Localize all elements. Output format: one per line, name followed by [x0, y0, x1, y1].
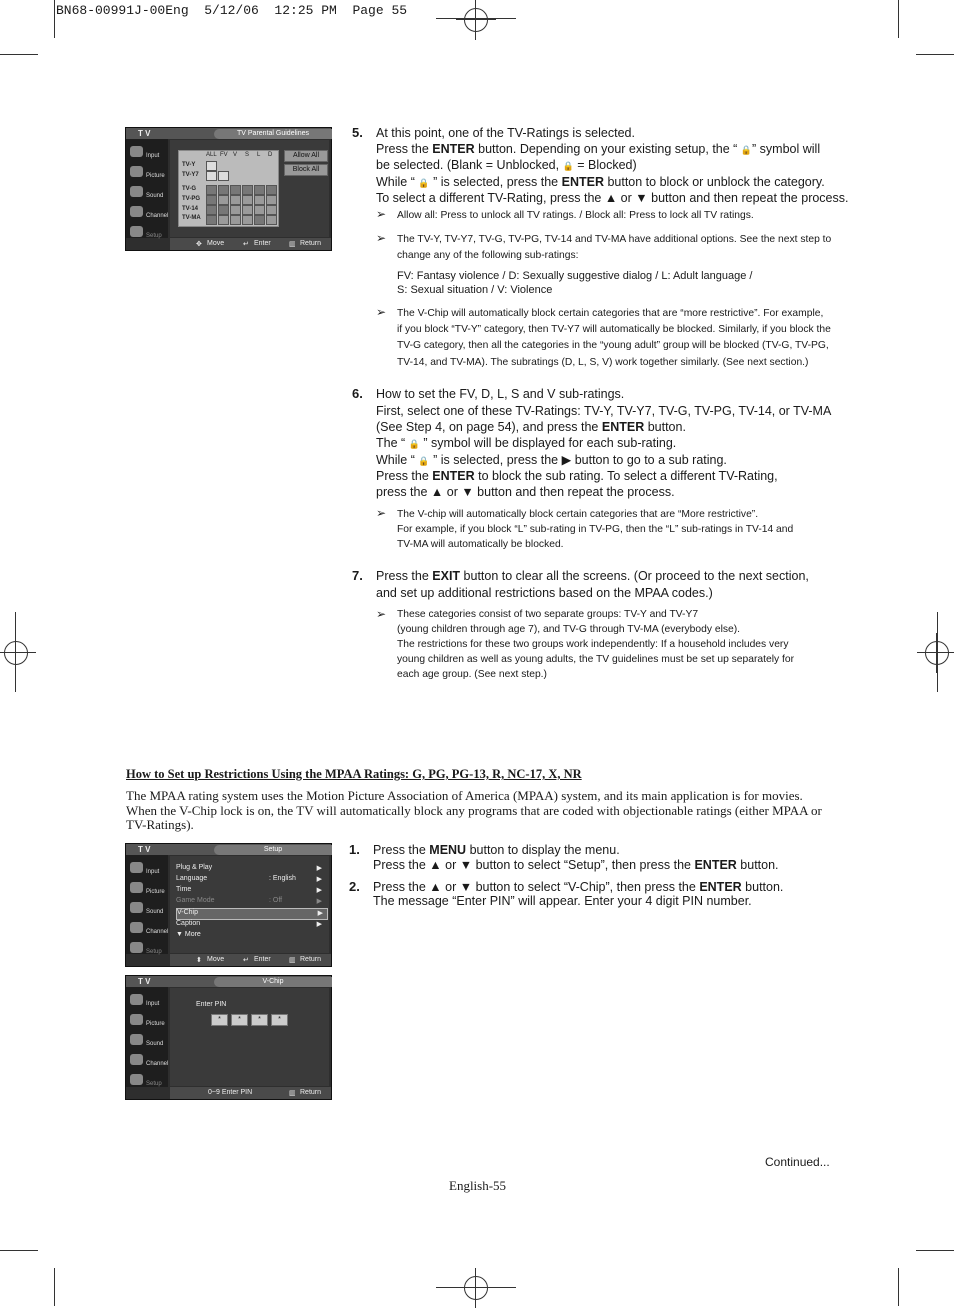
screen-footer [170, 954, 331, 966]
sidebar-item-channel[interactable]: Channel [128, 205, 168, 223]
step-5-note: The V-Chip will automatically block certain categories that are “more restrictive”. For example, [397, 308, 824, 319]
step-7-note: These categories consist of two separate groups: TV-Y and TV-Y7 [397, 609, 699, 620]
step-5-note: TV-G category, then all the categories in the “young adult” group will be blocked (TV-G, TV-PG, [397, 340, 829, 351]
rating-grid[interactable] [178, 150, 279, 227]
rating-cell[interactable] [254, 205, 265, 215]
rating-cell[interactable] [218, 195, 229, 205]
tv-label: T V [138, 129, 151, 138]
menu-item-plug-and-play[interactable]: Plug & Play ▶ [176, 864, 322, 872]
picture-icon [130, 166, 143, 177]
crop-mark [54, 0, 55, 38]
tv-setup-screen [125, 843, 332, 967]
step-5-line: While “ 🔒 ” is selected, press the ENTER button to block or unblock the category. [376, 175, 825, 189]
step-5-number: 5. [352, 125, 363, 140]
section-title: How to Set up Restrictions Using the MPAA Ratings: G, PG, PG-13, R, NC-17, X, NR [126, 767, 582, 781]
page-number: English-55 [449, 1178, 507, 1193]
sidebar-item-picture[interactable]: Picture [128, 881, 168, 899]
step-5-note: if you block “TV-Y” category, then TV-Y7 will automatically be blocked. Similarly, if you block the [397, 324, 831, 335]
registration-mark [0, 633, 36, 673]
block-all-button[interactable]: Block All [284, 164, 328, 176]
rating-cell[interactable] [206, 215, 217, 225]
row-label-tv-y7: TV-Y7 [182, 172, 199, 178]
step-6-line: The “ 🔒 ” symbol will be displayed for each sub-rating. [376, 436, 677, 450]
footer-move: Move [207, 956, 225, 963]
note-arrow-icon: ➢ [376, 506, 387, 520]
rating-cell[interactable] [266, 185, 277, 195]
crop-mark [0, 1250, 38, 1251]
sidebar-item-picture[interactable]: Picture [128, 1013, 168, 1031]
step-5-note: Allow all: Press to unlock all TV ratings. / Block all: Press to lock all TV ratings. [397, 210, 754, 221]
chevron-down-icon: ▼ [176, 931, 185, 938]
grid-header-v: V [233, 152, 238, 158]
registration-mark [456, 1268, 496, 1308]
sidebar-item-input[interactable]: Input [128, 145, 168, 163]
input-icon [130, 862, 143, 873]
rating-cell[interactable] [218, 215, 229, 225]
setup-icon [130, 1074, 143, 1085]
grid-header-all: ALL [206, 152, 217, 158]
mpaa-step-2-number: 2. [349, 879, 360, 894]
menu-item-v-chip[interactable]: V-Chip ▶ [176, 908, 328, 920]
step-6-line: First, select one of these TV-Ratings: TV-Y, TV-Y7, TV-G, TV-PG, TV-14, or TV-MA [376, 404, 832, 418]
input-icon [130, 994, 143, 1005]
crop-mark [898, 1268, 899, 1306]
mpaa-step-2-line: Press the ▲ or ▼ button to select “V-Chip”, then press the ENTER button. [373, 880, 784, 894]
down-arrow-icon: ▼ [461, 485, 474, 499]
sound-icon [130, 186, 143, 197]
rating-cell[interactable] [218, 171, 229, 181]
down-arrow-icon: ▼ [635, 191, 648, 205]
step-5-line: be selected. (Blank = Unblocked, 🔒 = Blocked) [376, 158, 637, 172]
continued-label: Continued... [765, 1155, 830, 1169]
screen-footer [170, 238, 331, 250]
enter-pin-label: Enter PIN [196, 1001, 227, 1008]
setup-icon [130, 942, 143, 953]
sidebar-item-setup[interactable]: Setup [128, 1073, 168, 1091]
step-5-note: change any of the following sub-ratings: [397, 250, 579, 261]
menu-item-time[interactable]: Time ▶ [176, 886, 322, 894]
step-6-line: press the ▲ or ▼ button and then repeat the process. [376, 485, 675, 499]
channel-icon [130, 922, 143, 933]
down-arrow-icon: ▼ [459, 858, 473, 872]
rating-cell[interactable] [266, 205, 277, 215]
channel-icon [130, 206, 143, 217]
footer-enter: Enter [254, 956, 271, 963]
crop-mark [54, 1268, 55, 1306]
rating-cell[interactable] [242, 205, 253, 215]
footer-return: Return [300, 240, 322, 247]
lock-icon: 🔒 [562, 161, 574, 171]
rating-cell[interactable] [230, 215, 241, 225]
row-label-tv-pg: TV-PG [182, 196, 201, 202]
menu-item-game-mode: Game Mode : Off ▶ [176, 897, 322, 905]
step-5-note: TV-14, and TV-MA). The subratings (D, L, S, V) work together similarly. (See next section.) [397, 357, 809, 368]
right-arrow-icon: ▶ [316, 887, 322, 894]
note-arrow-icon: ➢ [376, 607, 387, 621]
footer-enter-pin: 0~9 Enter PIN [208, 1089, 253, 1096]
sidebar-item-sound[interactable]: Sound [128, 185, 168, 203]
sidebar-item-input[interactable]: Input [128, 993, 168, 1011]
step-5-note: The TV-Y, TV-Y7, TV-G, TV-PG, TV-14 and TV-MA have additional options. See the next step to [397, 234, 832, 245]
down-arrow-icon: ▼ [459, 880, 473, 894]
row-label-tv-g: TV-G [182, 186, 197, 192]
registration-mark [917, 633, 954, 673]
menu-item-more[interactable]: ▼ More [176, 931, 201, 938]
right-arrow-icon: ▶ [316, 921, 322, 928]
screen-title: TV Parental Guidelines [214, 129, 332, 139]
move-icon: ✥ [196, 241, 202, 248]
rating-cell[interactable] [230, 205, 241, 215]
return-icon: ▥ [289, 957, 296, 964]
screen-main [170, 988, 329, 1086]
section-intro: The MPAA rating system uses the Motion Picture Association of America (MPAA) system, and its main application is for movies. When the V-Chip lock is on, the TV will automatically block any programs that are coded with objectionable ratings (either MPAA or TV-Ratings). [126, 788, 822, 833]
enter-icon: ↵ [243, 957, 249, 964]
footer-return: Return [300, 1089, 322, 1096]
pin-digit-2[interactable]: * [231, 1014, 248, 1026]
step-6-line: While “ 🔒 ” is selected, press the ▶ button to go to a sub rating. [376, 453, 727, 467]
step-6-line: Press the ENTER to block the sub rating. To select a different TV-Rating, [376, 469, 778, 483]
sidebar [126, 987, 168, 1087]
up-arrow-icon: ▲ [429, 880, 442, 894]
row-label-tv-y: TV-Y [182, 162, 196, 168]
step-6-number: 6. [352, 386, 363, 401]
sidebar-item-setup[interactable]: Setup [128, 941, 168, 959]
setup-icon [130, 226, 143, 237]
mpaa-step-2-line: The message “Enter PIN” will appear. Enter your 4 digit PIN number. [373, 894, 752, 908]
lock-icon: 🔒 [418, 456, 430, 466]
registration-mark [456, 0, 496, 40]
rating-cell[interactable] [254, 215, 265, 225]
sidebar-item-picture[interactable]: Picture [128, 165, 168, 183]
right-arrow-icon: ▶ [316, 865, 322, 872]
up-arrow-icon: ▲ [604, 191, 618, 205]
mpaa-step-1-line: Press the ▲ or ▼ button to select “Setup”, then press the ENTER button. [373, 858, 779, 872]
sidebar-item-channel[interactable]: Channel [128, 1053, 168, 1071]
rating-cell[interactable] [266, 195, 277, 205]
rating-cell[interactable] [242, 185, 253, 195]
tv-label: T V [138, 845, 151, 854]
footer-enter: Enter [254, 240, 271, 247]
step-6-note: For example, if you block “L” sub-rating in TV-PG, then the “L” sub-ratings in TV-14 and [397, 524, 794, 535]
rating-cell[interactable] [230, 195, 241, 205]
step-5-line: Press the ENTER button. Depending on your existing setup, the “ 🔒” symbol will [376, 142, 821, 156]
pin-digit-3[interactable]: * [251, 1014, 268, 1026]
right-arrow-icon: ▶ [316, 898, 322, 905]
step-7-note: young children as well as young adults, the TV guidelines must be set up separately for [397, 654, 795, 665]
right-arrow-icon: ▶ [317, 910, 323, 917]
rating-cell[interactable] [242, 215, 253, 225]
rating-cell[interactable] [266, 215, 277, 225]
sidebar-item-channel[interactable]: Channel [128, 921, 168, 939]
right-arrow-icon: ▶ [561, 453, 572, 467]
note-arrow-icon: ➢ [376, 207, 387, 221]
up-arrow-icon: ▲ [429, 858, 442, 872]
sound-icon [130, 902, 143, 913]
pin-digit-1[interactable]: * [211, 1014, 228, 1026]
step-5-note: S: Sexual situation / V: Violence [397, 284, 553, 296]
sidebar-item-setup[interactable]: Setup [128, 225, 168, 243]
grid-header-s: S [245, 152, 250, 158]
mpaa-step-1-line: Press the MENU button to display the menu. [373, 843, 620, 857]
note-arrow-icon: ➢ [376, 231, 387, 245]
sidebar-item-sound[interactable]: Sound [128, 901, 168, 919]
rating-cell[interactable] [206, 185, 217, 195]
step-5-line: At this point, one of the TV-Ratings is selected. [376, 126, 635, 140]
pin-digit-4[interactable]: * [271, 1014, 288, 1026]
step-6-note: TV-MA will automatically be blocked. [397, 539, 564, 550]
rating-cell[interactable] [254, 185, 265, 195]
step-6-line: How to set the FV, D, L, S and V sub-ratings. [376, 387, 625, 401]
step-7-note: The restrictions for these two groups work independently: If a household includes very [397, 639, 789, 650]
move-icon: ⬍ [196, 957, 202, 964]
step-6-note: The V-chip will automatically block certain categories that are “More restrictive”. [397, 509, 759, 520]
crop-mark [0, 54, 38, 55]
print-header: BN68-00991J-00Eng 5/12/06 12:25 PM Page 55 [56, 3, 408, 18]
allow-all-button[interactable]: Allow All [284, 150, 328, 162]
return-icon: ▥ [289, 241, 296, 248]
sound-icon [130, 1034, 143, 1045]
menu-item-language[interactable]: Language : English ▶ [176, 875, 322, 883]
crop-mark [898, 0, 899, 38]
rating-cell[interactable] [206, 205, 217, 215]
sidebar-item-input[interactable]: Input [128, 861, 168, 879]
right-arrow-icon: ▶ [316, 876, 322, 883]
step-6-line: (See Step 4, on page 54), and press the ENTER button. [376, 420, 686, 434]
grid-header-d: D [268, 152, 273, 158]
up-arrow-icon: ▲ [430, 485, 444, 499]
picture-icon [130, 882, 143, 893]
input-icon [130, 146, 143, 157]
row-label-tv-14: TV-14 [182, 206, 199, 212]
lock-icon: 🔒 [740, 145, 753, 155]
step-7-line: Press the EXIT button to clear all the screens. (Or proceed to the next section, [376, 569, 809, 583]
mpaa-step-1-number: 1. [349, 842, 360, 857]
screen-title: Setup [214, 845, 332, 855]
channel-icon [130, 1054, 143, 1065]
note-arrow-icon: ➢ [376, 305, 387, 319]
rating-cell[interactable] [218, 205, 229, 215]
crop-mark [916, 54, 954, 55]
menu-item-caption[interactable]: Caption ▶ [176, 920, 322, 928]
step-5-note: FV: Fantasy violence / D: Sexually suggestive dialog / L: Adult language / [397, 270, 753, 282]
sidebar [126, 855, 168, 954]
grid-header-fv: FV [220, 152, 228, 158]
rating-cell[interactable] [242, 195, 253, 205]
crop-mark [916, 1250, 954, 1251]
enter-icon: ↵ [243, 241, 249, 248]
step-7-note: each age group. (See next step.) [397, 669, 547, 680]
rating-cell[interactable] [254, 195, 265, 205]
lock-icon: 🔒 [418, 178, 430, 188]
rating-cell[interactable] [230, 185, 241, 195]
step-5-line: To select a different TV-Rating, press the ▲ or ▼ button and then repeat the process. [376, 191, 849, 205]
rating-cell[interactable] [218, 185, 229, 195]
rating-cell[interactable] [206, 161, 217, 171]
sidebar-item-sound[interactable]: Sound [128, 1033, 168, 1051]
return-icon: ▥ [289, 1090, 296, 1097]
grid-header-l: L [257, 152, 261, 158]
sidebar [126, 139, 168, 238]
footer-return: Return [300, 956, 322, 963]
footer-move: Move [207, 240, 225, 247]
tv-parental-guidelines-screen [125, 127, 332, 251]
step-7-line: and set up additional restrictions based on the MPAA codes.) [376, 586, 713, 600]
screen-footer [170, 1087, 331, 1099]
rating-cell[interactable] [206, 171, 217, 181]
screen-title: V-Chip [214, 977, 332, 987]
lock-icon: 🔒 [408, 439, 420, 449]
tv-vchip-pin-screen [125, 975, 332, 1100]
picture-icon [130, 1014, 143, 1025]
step-7-note: (young children through age 7), and TV-G through TV-MA (everybody else). [397, 624, 741, 635]
row-label-tv-ma: TV-MA [182, 215, 201, 221]
tv-label: T V [138, 977, 151, 986]
rating-cell[interactable] [206, 195, 217, 205]
step-7-number: 7. [352, 568, 363, 583]
